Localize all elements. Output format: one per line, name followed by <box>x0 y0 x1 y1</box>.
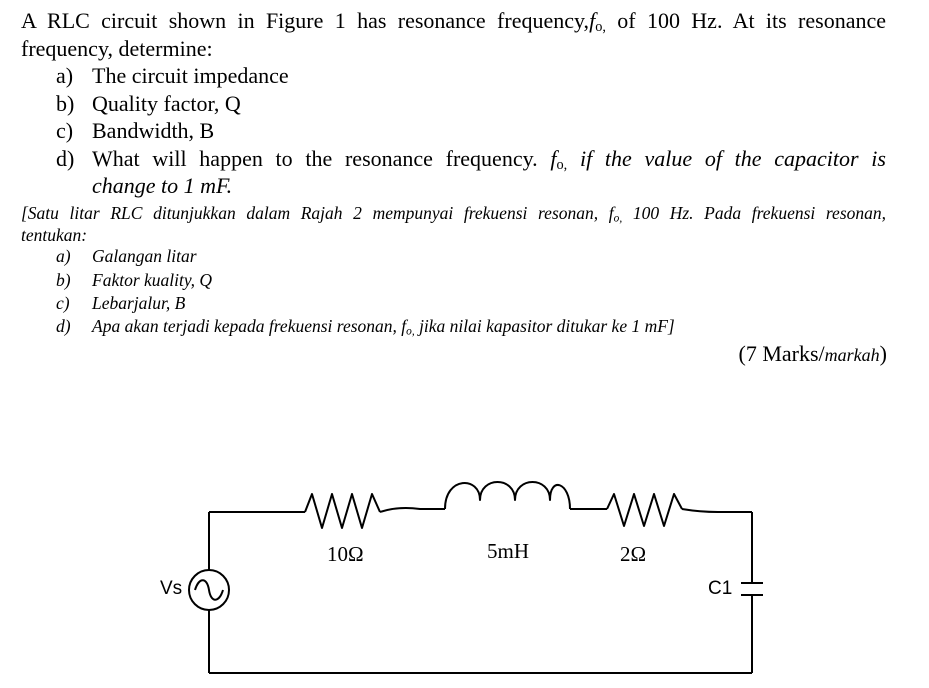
resistor-r1 <box>305 494 380 528</box>
freq-symbol: f <box>550 146 557 171</box>
item-text: Quality factor, Q <box>92 91 241 116</box>
item-text: jika nilai kapasitor ditukar ke 1 mF] <box>419 316 675 336</box>
freq-symbol: f <box>401 316 407 336</box>
item-label: d) <box>56 316 71 336</box>
question-intro-text-b: of 100 Hz. At its resonance <box>605 8 886 33</box>
r1-label: 10Ω <box>327 542 364 566</box>
sine-wave-icon <box>195 580 223 600</box>
freq-subscript: o, <box>556 156 568 173</box>
item-label: a) <box>56 246 71 266</box>
capacitor-label: C1 <box>708 578 733 599</box>
item-label: a) <box>56 63 74 88</box>
item-label: c) <box>56 118 74 143</box>
item-text: Lebarjalur, B <box>92 293 186 313</box>
freq-symbol: f <box>608 203 614 223</box>
source-label: Vs <box>160 578 183 599</box>
item-label: d) <box>56 146 75 171</box>
freq-subscript: o, <box>613 212 623 225</box>
item-label: c) <box>56 293 70 313</box>
inductor-l <box>445 482 570 509</box>
item-text-italic: if the value of the capacitor is <box>579 146 886 171</box>
item-text: Bandwidth, B <box>92 118 215 143</box>
translation-text-b: 100 Hz. Pada frekuensi resonan, <box>632 203 887 223</box>
freq-symbol: f <box>589 8 596 33</box>
freq-subscript: o, <box>406 325 415 338</box>
translation-line2: tentukan: <box>21 225 88 245</box>
question-intro-line2: frequency, determine: <box>21 36 213 61</box>
item-text: The circuit impedance <box>92 63 289 88</box>
r2-label: 2Ω <box>620 542 647 566</box>
marks-open: (7 Marks/ <box>738 341 825 366</box>
l-label: 5mH <box>487 539 529 563</box>
marks-markah: markah <box>824 345 880 365</box>
resistor-r2 <box>607 494 682 526</box>
marks-close: ) <box>879 341 887 366</box>
item-text: Faktor kuality, Q <box>92 270 213 290</box>
freq-subscript: o, <box>595 18 606 35</box>
translation-text-a: [Satu litar RLC ditunjukkan dalam Rajah 2 mempunyai frekuensi resonan, <box>21 203 599 223</box>
item-label: b) <box>56 270 71 290</box>
item-label: b) <box>56 91 75 116</box>
item-text: What will happen to the resonance frequency. <box>92 146 538 171</box>
question-intro-text-a: A RLC circuit shown in Figure 1 has resonance frequency, <box>21 8 590 33</box>
question-item-d-line2: change to 1 mF. <box>92 173 233 198</box>
item-text: Galangan litar <box>92 246 197 266</box>
wire-top-4 <box>682 509 752 512</box>
wire-top-2 <box>380 508 445 512</box>
item-text: Apa akan terjadi kepada frekuensi resonan, <box>92 316 397 336</box>
